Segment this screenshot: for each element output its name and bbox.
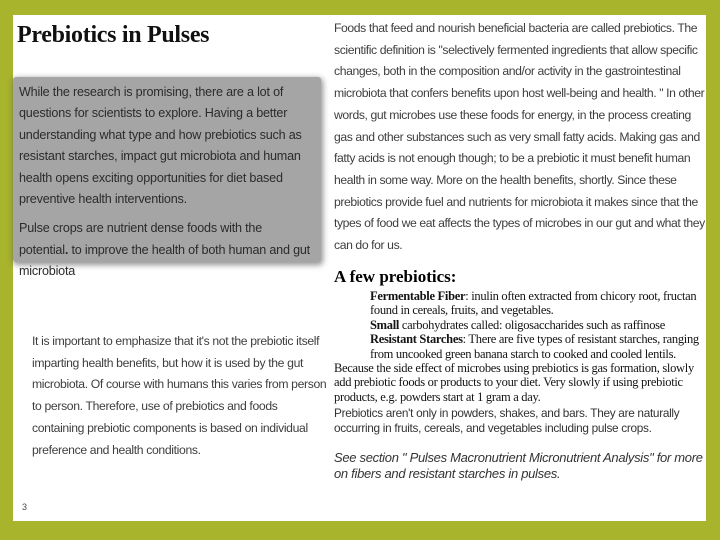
text-run: carbohydrates called: oligosaccharides such as raffinose — [399, 317, 665, 332]
right-intro-paragraph: Foods that feed and nourish beneficial bacteria are called prebiotics. The scientific definition is "selectively fermented ingredients that allow specific changes, both in the composition and/or activity in the gastrointestinal microbiota that confers benefits upon host well-being and health. " In other words, gut microbes use these foods for energy, in the process creating gas and other substances such as very small fatty acids. Making gas and fatty acids is not enough though; to be a prebiotic it must benefit human health in some way. More on the health benefits, shortly. Since these prebiotics provide fuel and nutrients for microbiota it makes since that the types of food we eat affects the types of microbes in our gut and what they can do for us. — [334, 21, 705, 253]
text-run: Fermentable Fiber — [370, 289, 466, 303]
text-run: to improve the health of both human and gut microbiota — [19, 242, 310, 279]
text-run: Pulse crops are nutrient dense foods with the potential — [19, 221, 263, 257]
slide-content — [13, 15, 706, 521]
closing-paragraph: Prebiotics aren't only in powders, shakes, and bars. They are naturally occurring in fruits, cereals, and vegetables including pulse crops. — [334, 406, 680, 435]
highlight-box — [13, 77, 321, 279]
highlight-paragraph-2 — [19, 218, 313, 282]
highlight-paragraph-1: While the research is promising, there are a lot of questions for scientists to explore. Having a better understanding what type and how prebiotics such as resistant starches, impact gut microbiota and human health opens exciting opportunities for diet based preventive health interventions. — [19, 85, 302, 207]
list-item — [370, 318, 708, 332]
page-number: 3 — [22, 502, 28, 512]
gas-formation-note-paragraph: Because the side effect of microbes using prebiotics is gas formation, slowly add prebiotic foods or products to your diet. Very slowly if using prebiotic products, e.g. powders start at 1 gram a day. — [334, 361, 694, 404]
list-item — [370, 289, 708, 318]
prebiotics-list-heading: A few prebiotics: — [334, 267, 457, 286]
list-item — [370, 332, 708, 361]
see-also-note: See section " Pulses Macronutrient Micronutrient Analysis" for more on fibers and resistant starches in pulses. — [334, 450, 703, 481]
right-bottom-section — [334, 267, 708, 481]
text-run: Resistant Starches — [370, 332, 463, 347]
text-run: . — [64, 242, 69, 257]
left-body-paragraph: It is important to emphasize that it's not the prebiotic itself imparting health benefits, but how it is used by the gut microbiota. Of course with humans this varies from person to person. Therefore, use of prebiotics and foods containing prebiotic components is based on individual preference and health conditions. — [32, 334, 327, 457]
text-run: : There are five types of resistant starches, ranging from uncooked green banana starch to cooked and cooled lentils. — [370, 332, 699, 361]
slide-title: Prebiotics in Pulses — [17, 22, 210, 48]
prebiotics-list — [370, 289, 708, 361]
text-run: Small — [370, 317, 400, 332]
text-run: : inulin often extracted from chicory root, fructan found in cereals, fruits, and vegetables. — [370, 289, 697, 318]
